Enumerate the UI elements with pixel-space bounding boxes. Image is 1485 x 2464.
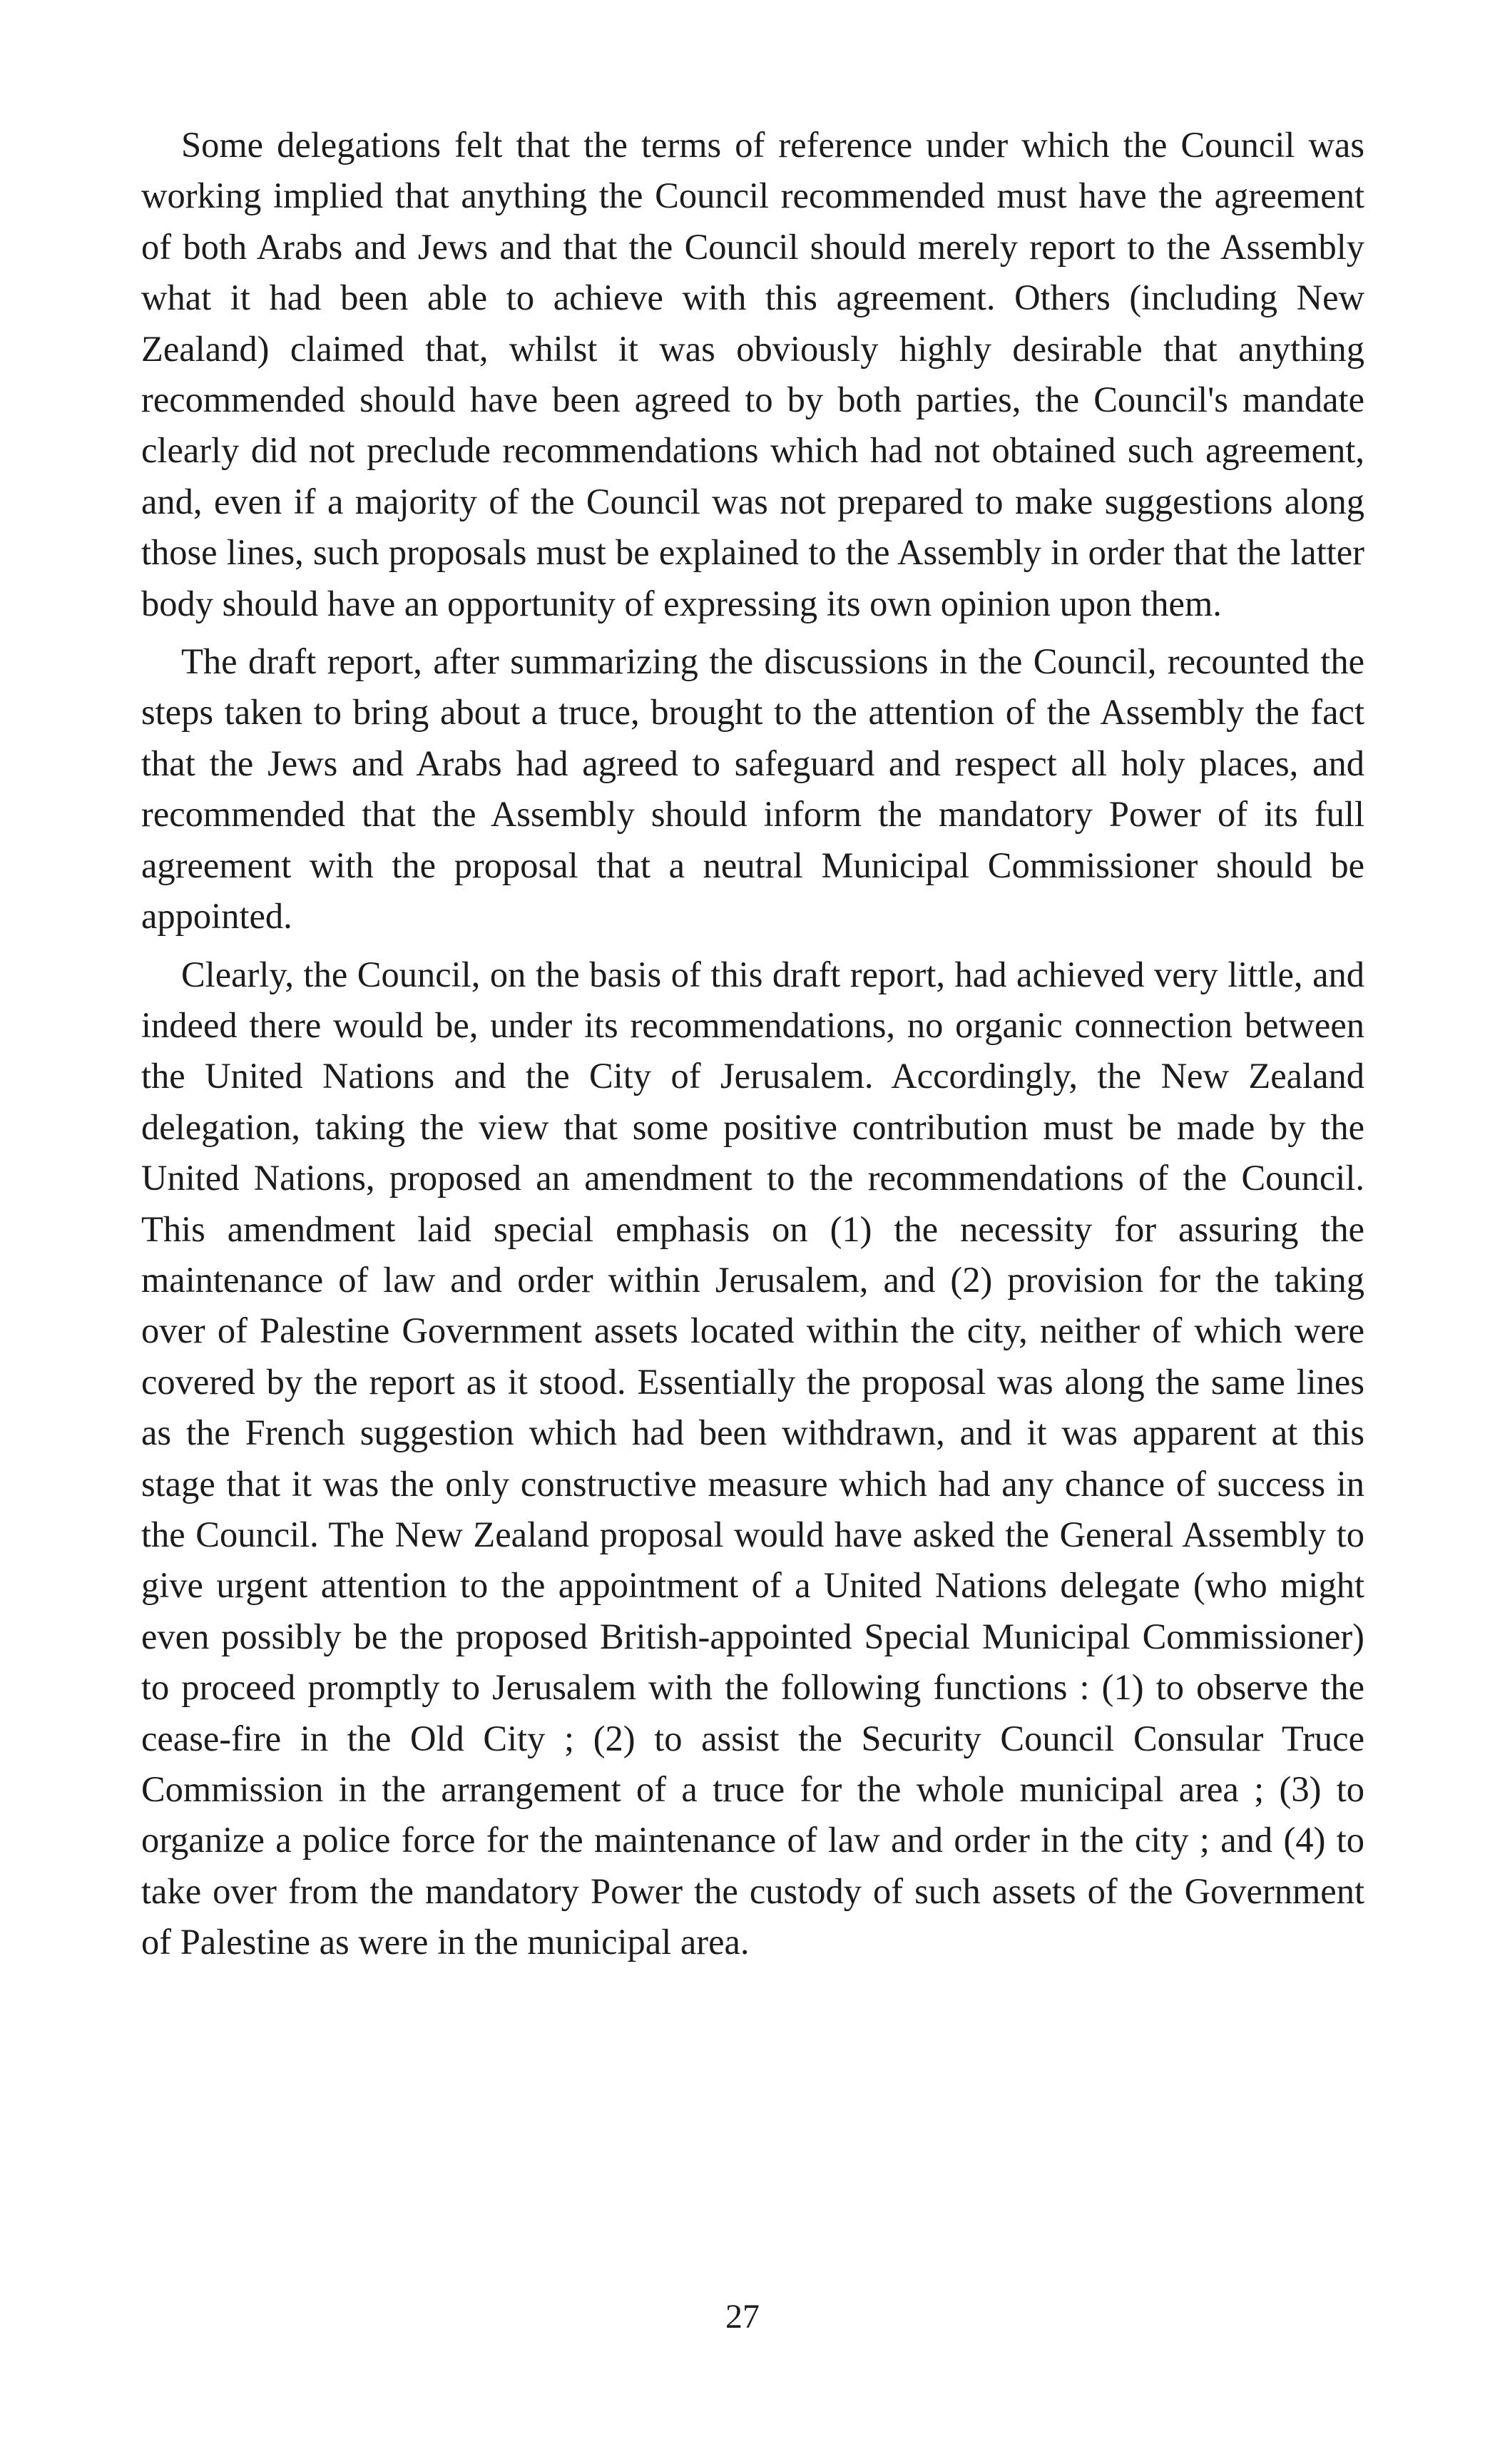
paragraph-2: The draft report, after summarizing the discussions in the Council, recounted the steps taken to bring about a truce, brought to the attention of the Assembly the fact that the Jews and Arabs had agreed to safeguard and respect all holy places, and recommended that the Assembly should inform the mandatory Power of its full agreement with the proposal that a neutral Municipal Commissioner should be appointed. — [141, 641, 1364, 937]
body-text — [141, 120, 1364, 1968]
page-number: 27 — [725, 2298, 760, 2336]
paragraph-3: Clearly, the Council, on the basis of this draft report, had achieved very little, and indeed there would be, under its recommendations, no organic connection between the United Nations and the City of Jerusalem. Accordingly, the New Zealand delegation, taking the view that some positive contribution must be made by the United Nations, proposed an amendment to the recommendations of the Council. This amendment laid special emphasis on (1) the necessity for assuring the maintenance of law and order within Jerusalem, and (2) provision for the taking over of Palestine Government assets located within the city, neither of which were covered by the report as it stood. Essentially the proposal was along the same lines as the French suggestion which had been withdrawn, and it was apparent at this stage that it was the only constructive measure which had any chance of success in the Council. The New Zealand proposal would have asked the General Assembly to give urgent attention to the appointment of a United Nations delegate (who might even possibly be the proposed British-appointed Special Municipal Commissioner) to proceed promptly to Jerusalem with the following functions : (1) to observe the cease-fire in the Old City ; (2) to assist the Security Council Consular Truce Commission in the arrangement of a truce for the whole municipal area ; (3) to organize a police force for the maintenance of law and order in the city ; and (4) to take over from the mandatory Power the custody of such assets of the Government of Palestine as were in the municipal area. — [141, 954, 1364, 1962]
paragraph-1: Some delegations felt that the terms of reference under which the Council was working implied that anything the Council recommended must have the agreement of both Arabs and Jews and that the Council should merely report to the Assembly what it had been able to achieve with this agreement. Others (including New Zealand) claimed that, whilst it was obviously highly desirable that anything recommended should have been agreed to by both parties, the Council's mandate clearly did not preclude recommendations which had not obtained such agreement, and, even if a majority of the Council was not prepared to make suggestions along those lines, such proposals must be explained to the Assembly in order that the latter body should have an opportunity of expressing its own opinion upon them. — [141, 125, 1364, 623]
